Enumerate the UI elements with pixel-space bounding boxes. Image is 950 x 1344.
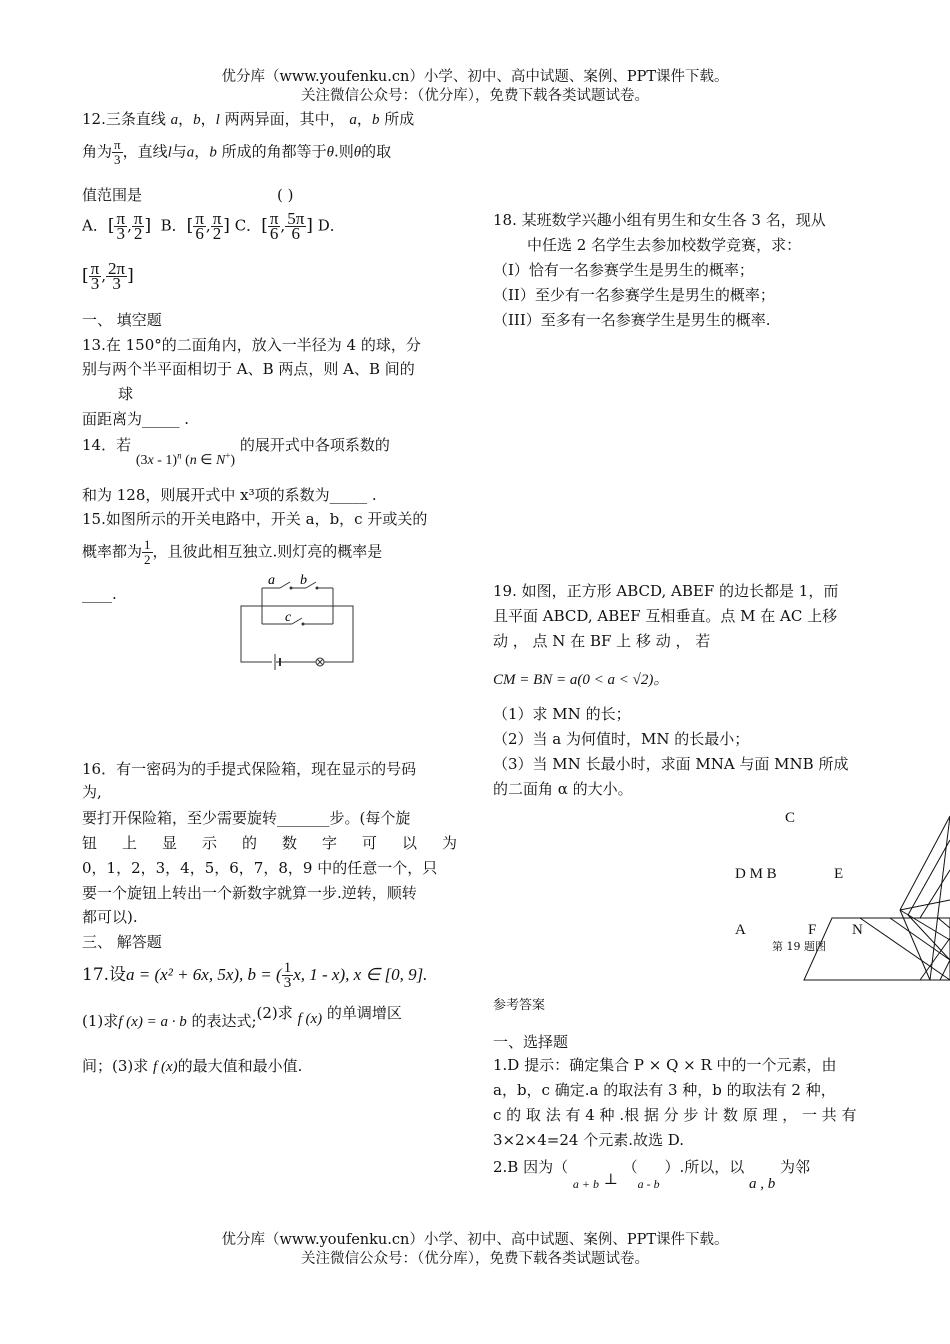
switch-c-label: c (285, 610, 292, 625)
q14-line-1: 14．若 (3x - 1)$^n$ (n ∈ N+) 的展开式中各项系数的 (82, 436, 390, 468)
q15-line-2: 概率都为 $\frac{1}{2}$ ，且彼此相互独立.则灯亮的概率是 (82, 537, 383, 567)
q17-line-3: 间；(3)求 f (x)的最大值和最小值. (82, 1057, 303, 1075)
q18-line-2: 中任选 2 名学生去参加校数学竞赛，求： (527, 236, 802, 254)
q19-part-1: （1）求 MN 的长； (493, 705, 631, 723)
pi-over-3-fraction: $\frac{\pi}{3}$ (114, 137, 121, 167)
answer-2-line-1: 2.B 因为（ $_{a + b}$ ⊥ （$_{a - b}$ ）.所以，以 a , b 为邻 (493, 1158, 811, 1192)
q12-line-2: 角为 $\frac{\pi}{3}$ ，直线l与a，b 所成的角都等于θ.则θ的取 (82, 137, 392, 167)
q16-line-2: 为, (82, 783, 102, 801)
q13-line-4: 面距离为_____ . (82, 410, 190, 428)
cube-planes-figure (800, 810, 950, 980)
q19-part-3: （3）当 MN 长最小时，求面 MNA 与面 MNB 所成 (493, 755, 849, 773)
q16-line-7: 都可以). (82, 908, 138, 926)
fig-label-f: F (808, 922, 817, 938)
header-line-2: 关注微信公众号：（优分库），免费下载各类试题试卷。 (301, 88, 649, 104)
section-fill-in: 一、 填空题 (82, 311, 162, 329)
q19-line-1: 19. 如图，正方形 ABCD, ABEF 的边长都是 1，而 (493, 582, 839, 600)
switch-a-label: a (268, 573, 275, 588)
q15-line-1: 15.如图所示的开关电路中，开关 a，b，c 开或关的 (82, 510, 428, 528)
q18-part-1: （I）恰有一名参赛学生是男生的概率； (493, 261, 754, 279)
footer-line-1: 优分库（www.youfenku.cn）小学、初中、高中试题、案例、PPT课件下载。 (221, 1232, 729, 1248)
q13-line-1: 13.在 150°的二面角内，放入一半径为 4 的球，分 (82, 336, 421, 354)
q15-line-3: ____. (82, 585, 117, 603)
q16-line-5: 0，1，2，3，4，5，6，7，8，9 中的任意一个，只 (82, 859, 438, 877)
q17-line-2: (1)求f (x) = a · b 的表达式;(2)求 f (x) 的单调增区 (82, 1004, 402, 1030)
q12-options: A．[ $\frac{\pi}{3}$ , $\frac{\pi}{2}$ ] B．[ $\frac{\pi}{6}$ , $\frac{\pi}{2}$ ] C．[ $\frac{\pi}{6}$ , $\frac{5\pi}{6}$ ] D． (82, 209, 345, 243)
answers-title: 参考答案 (493, 998, 546, 1013)
q12-line-3: 值范围是 ( ) (82, 186, 294, 204)
q19-part-2: （2）当 a 为何值时，MN 的长最小； (493, 730, 750, 748)
section-answer-questions: 三、 解答题 (82, 933, 162, 951)
q16-line-6: 要一个旋钮上转出一个新数字就算一步.逆转，顺转 (82, 884, 417, 902)
q18-part-3: （III）至多有一名参赛学生是男生的概率. (493, 311, 771, 329)
q12-line-1: 12.三条直线 a，b，l 两两异面，其中， a，b 所成 (82, 110, 415, 128)
answer-1-line-1: 1.D 提示：确定集合 P × Q × R 中的一个元素，由 (493, 1056, 837, 1074)
footer-line-2: 关注微信公众号：（优分库），免费下载各类试题试卷。 (301, 1251, 649, 1267)
fig-label-e: E (834, 866, 844, 882)
q19-line-3: 动 ， 点 N 在 BF 上 移 动 ， 若 (493, 632, 711, 650)
q14-line-2: 和为 128，则展开式中 x³项的系数为_____ . (82, 486, 377, 504)
q19-line-4: CM = BN = a(0 < a < √2)。 (493, 672, 669, 688)
answers-section: 一、选择题 (493, 1033, 569, 1051)
answer-1-line-4: 3×2×4=24 个元素.故选 D. (493, 1131, 684, 1149)
q17-line-1: 17.设a = (x² + 6x, 5x), b = ( $\frac{1}{3}$ x, 1 - x), x ∈ [0, 9]. (82, 960, 428, 991)
fig-label-dmb: D M B (735, 866, 777, 882)
fig-label-c: C (785, 810, 796, 826)
answer-1-line-2: a，b，c 确定.a 的取法有 3 种，b 的取法有 2 种， (493, 1081, 836, 1099)
switch-circuit-diagram (236, 570, 360, 670)
q18-part-2: （II）至少有一名参赛学生是男生的概率； (493, 286, 775, 304)
q16-line-1: 16．有一密码为的手提式保险箱，现在显示的号码 (82, 760, 417, 778)
q19-part-4: 的二面角 α 的大小。 (493, 780, 633, 798)
answer-1-line-3: c 的 取 法 有 4 种 .根 据 分 步 计 数 原 理 ， 一 共 有 (493, 1106, 857, 1124)
switch-b-label: b (300, 573, 307, 588)
fig-label-a: A (735, 922, 746, 938)
q18-line-1: 18. 某班数学兴趣小组有男生和女生各 3 名，现从 (493, 211, 826, 229)
header-line-1: 优分库（www.youfenku.cn）小学、初中、高中试题、案例、PPT课件下载。 (221, 69, 729, 85)
q12-option-d-value: [ $\frac{\pi}{3}$ , $\frac{2\pi}{3}$ ] (82, 259, 134, 293)
q13-line-3: 球 (118, 385, 134, 403)
q16-line-4: 钮 上 显 示 的 数 字 可 以 为 (82, 834, 457, 852)
fig-label-n: N (852, 922, 863, 938)
fig-caption: 第 19 题图 (772, 940, 826, 953)
q13-line-2: 别与两个半平面相切于 A、B 两点，则 A、B 间的 (82, 360, 415, 378)
q16-line-3: 要打开保险箱，至少需要旋转_______步。(每个旋 (82, 809, 411, 827)
one-half-fraction: $\frac{1}{2}$ (144, 537, 151, 567)
q19-line-2: 且平面 ABCD, ABEF 互相垂直。点 M 在 AC 上移 (493, 607, 838, 625)
